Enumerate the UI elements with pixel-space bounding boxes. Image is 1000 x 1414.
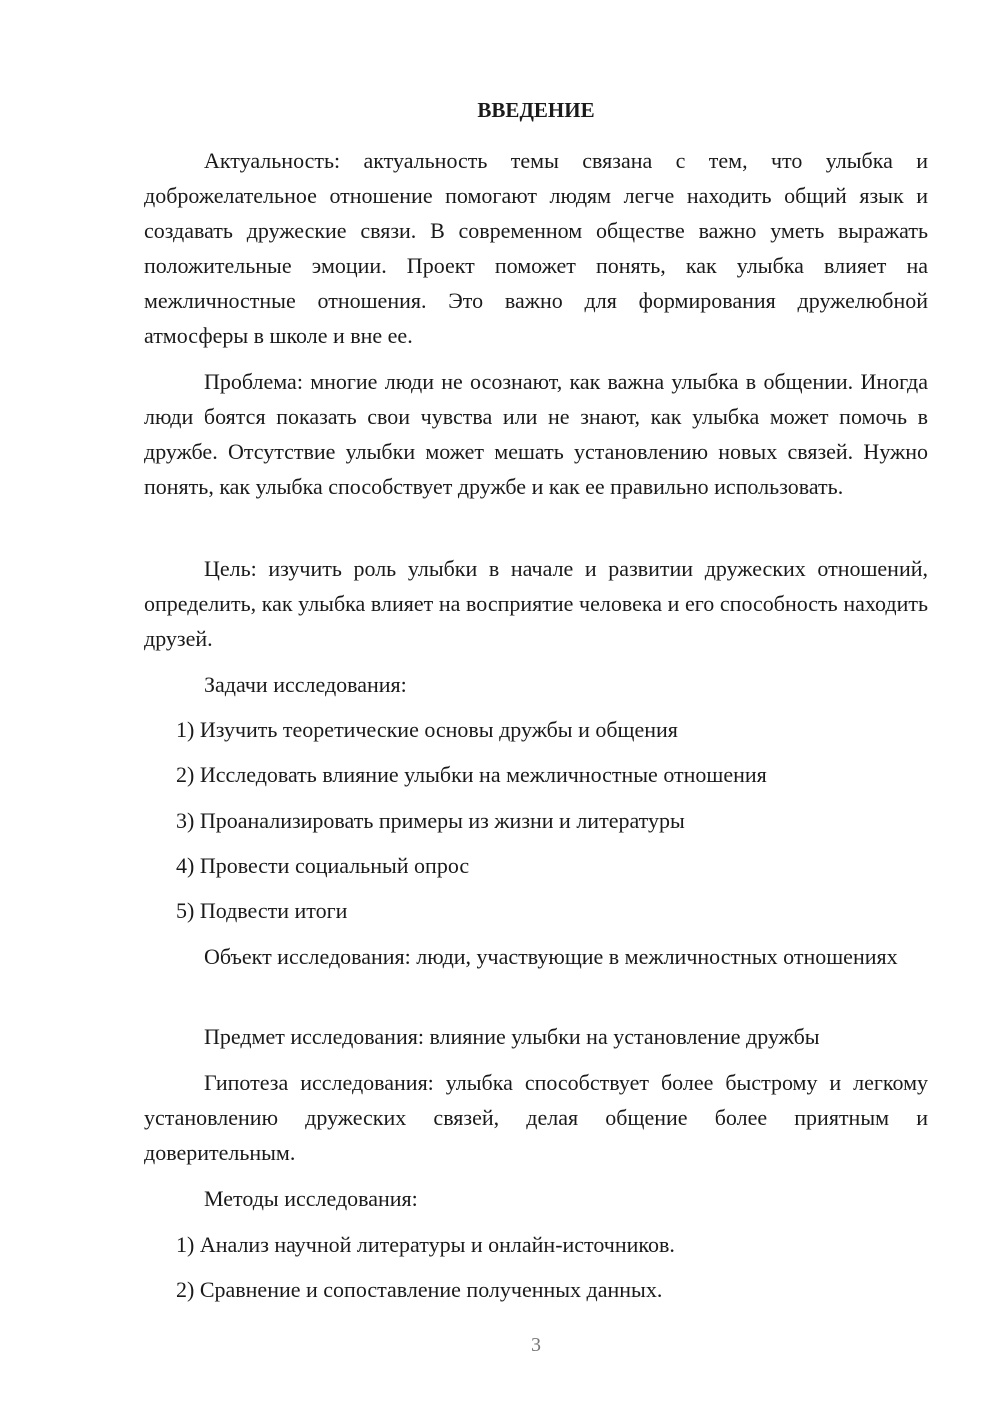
task-item: 2) Исследовать влияние улыбки на межличностные отношения — [176, 762, 767, 787]
paragraph-subject: Предмет исследования: влияние улыбки на установление дружбы — [204, 1024, 820, 1049]
paragraph-relevance: Актуальность: актуальность темы связана с тем, что улыбка и доброжелательное отношение помогают людям легче находить общий язык и создавать дружеские связи. В современном обществе важно уметь выражать положительные эмоции. Проект поможет понять, как улыбка влияет на межличностные отношения. Это важно для формирования дружелюбной атмосферы в школе и вне ее. — [144, 148, 928, 348]
tasks-title: Задачи исследования: — [204, 672, 407, 697]
paragraph-goal: Цель: изучить роль улыбки в начале и развитии дружеских отношений, определить, как улыбка влияет на восприятие человека и его способность находить друзей. — [144, 556, 928, 651]
paragraph-hypothesis: Гипотеза исследования: улыбка способствует более быстрому и легкому установлению дружеских связей, делая общение более приятным и доверительным. — [144, 1070, 928, 1165]
method-item: 1) Анализ научной литературы и онлайн-источников. — [176, 1232, 675, 1257]
task-item: 5) Подвести итоги — [176, 898, 348, 923]
methods-title: Методы исследования: — [204, 1186, 418, 1211]
task-item: 3) Проанализировать примеры из жизни и литературы — [176, 808, 685, 833]
task-item: 1) Изучить теоретические основы дружбы и общения — [176, 717, 678, 742]
section-heading: ВВЕДЕНИЕ — [477, 98, 595, 122]
paragraph-problem: Проблема: многие люди не осознают, как важна улыбка в общении. Иногда люди боятся показать свои чувства или не знают, как улыбка может помочь в дружбе. Отсутствие улыбки может мешать установлению новых связей. Нужно понять, как улыбка способствует дружбе и как ее правильно использовать. — [144, 369, 928, 499]
page-number: 3 — [531, 1334, 541, 1356]
task-item: 4) Провести социальный опрос — [176, 853, 470, 878]
paragraph-object: Объект исследования: люди, участвующие в межличностных отношениях — [204, 944, 898, 969]
method-item: 2) Сравнение и сопоставление полученных данных. — [176, 1277, 663, 1302]
